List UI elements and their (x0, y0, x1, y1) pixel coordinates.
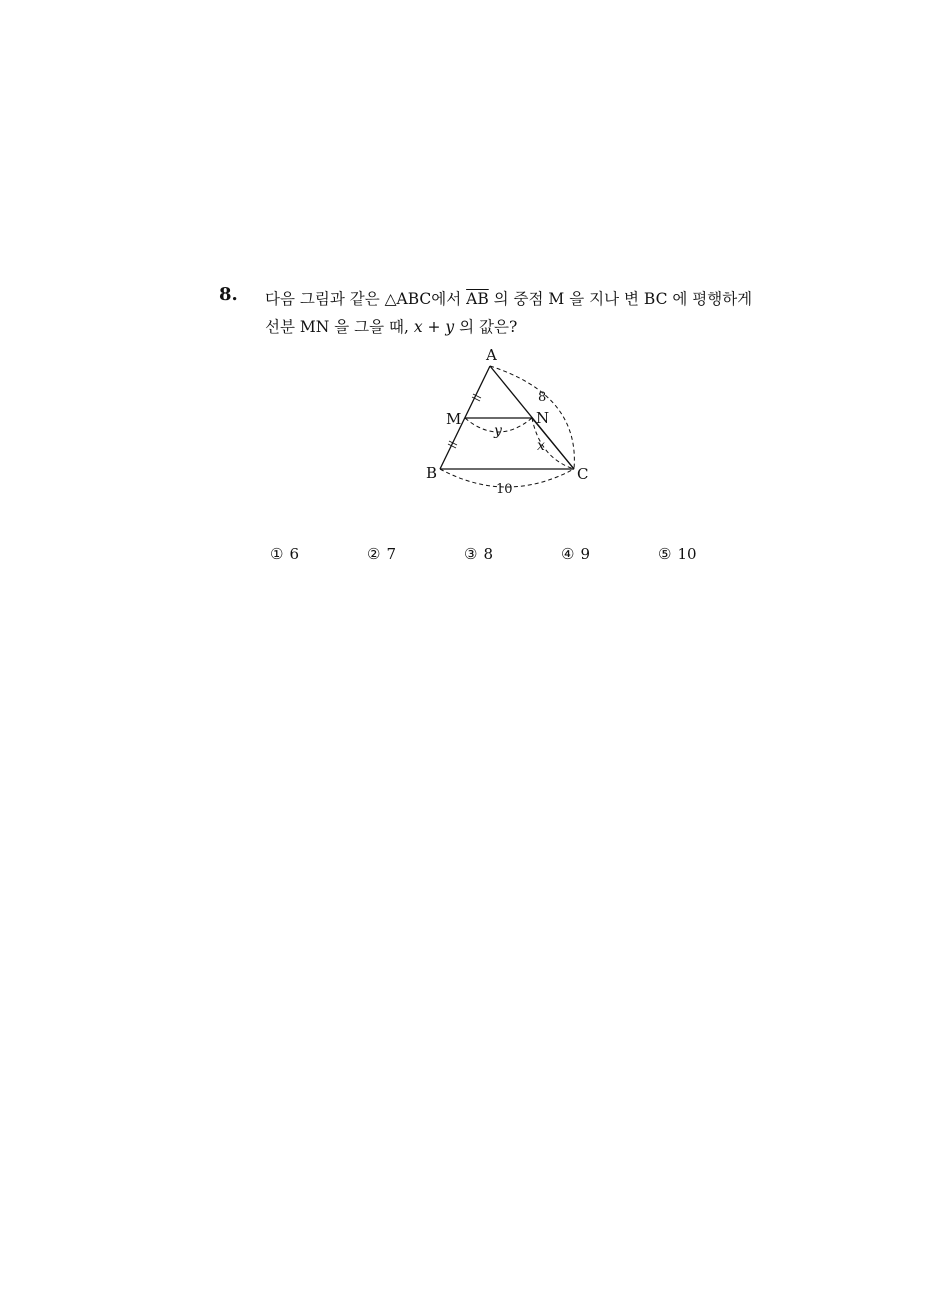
choice-4[interactable] (561, 545, 590, 563)
choice-2-mark: ② (367, 545, 381, 563)
choice-1-mark: ① (270, 545, 284, 563)
label-a: A (486, 346, 497, 364)
problem-line-2-pre: 선분 MN 을 그을 때, (265, 318, 414, 336)
problem-number: 8. (219, 284, 238, 305)
problem-statement (265, 285, 785, 341)
choice-2[interactable] (367, 545, 396, 563)
label-length-ac: 8 (538, 390, 547, 405)
choice-1[interactable] (270, 545, 299, 563)
label-n: N (536, 409, 550, 427)
choice-5-value: 10 (677, 545, 697, 563)
answer-choices (270, 545, 750, 569)
choice-2-value: 7 (386, 545, 396, 563)
expression-x-plus-y: x + y (413, 318, 455, 336)
problem-line-2 (265, 313, 785, 341)
problem-line-1 (265, 285, 785, 313)
label-length-bc: 10 (496, 482, 513, 497)
triangle-figure (410, 340, 610, 510)
problem-line-1-pre: 다음 그림과 같은 △ABC에서 (265, 290, 467, 308)
choice-5-mark: ⑤ (658, 545, 672, 563)
label-c: C (577, 465, 589, 483)
choice-4-mark: ④ (561, 545, 575, 563)
label-var-y: y (494, 423, 502, 439)
label-var-x: x (537, 438, 545, 454)
segment-ab: $\overline{AB}$ (466, 290, 489, 308)
problem-line-1-post: 의 중점 M 을 지나 변 BC 에 평행하게 (488, 290, 753, 308)
problem-line-2-post: 의 값은? (454, 318, 518, 336)
label-b: B (426, 464, 438, 482)
label-m: M (446, 410, 462, 428)
choice-4-value: 9 (580, 545, 590, 563)
choice-5[interactable] (658, 545, 697, 563)
choice-3[interactable] (464, 545, 493, 563)
choice-3-value: 8 (483, 545, 493, 563)
choice-1-value: 6 (289, 545, 299, 563)
choice-3-mark: ③ (464, 545, 478, 563)
